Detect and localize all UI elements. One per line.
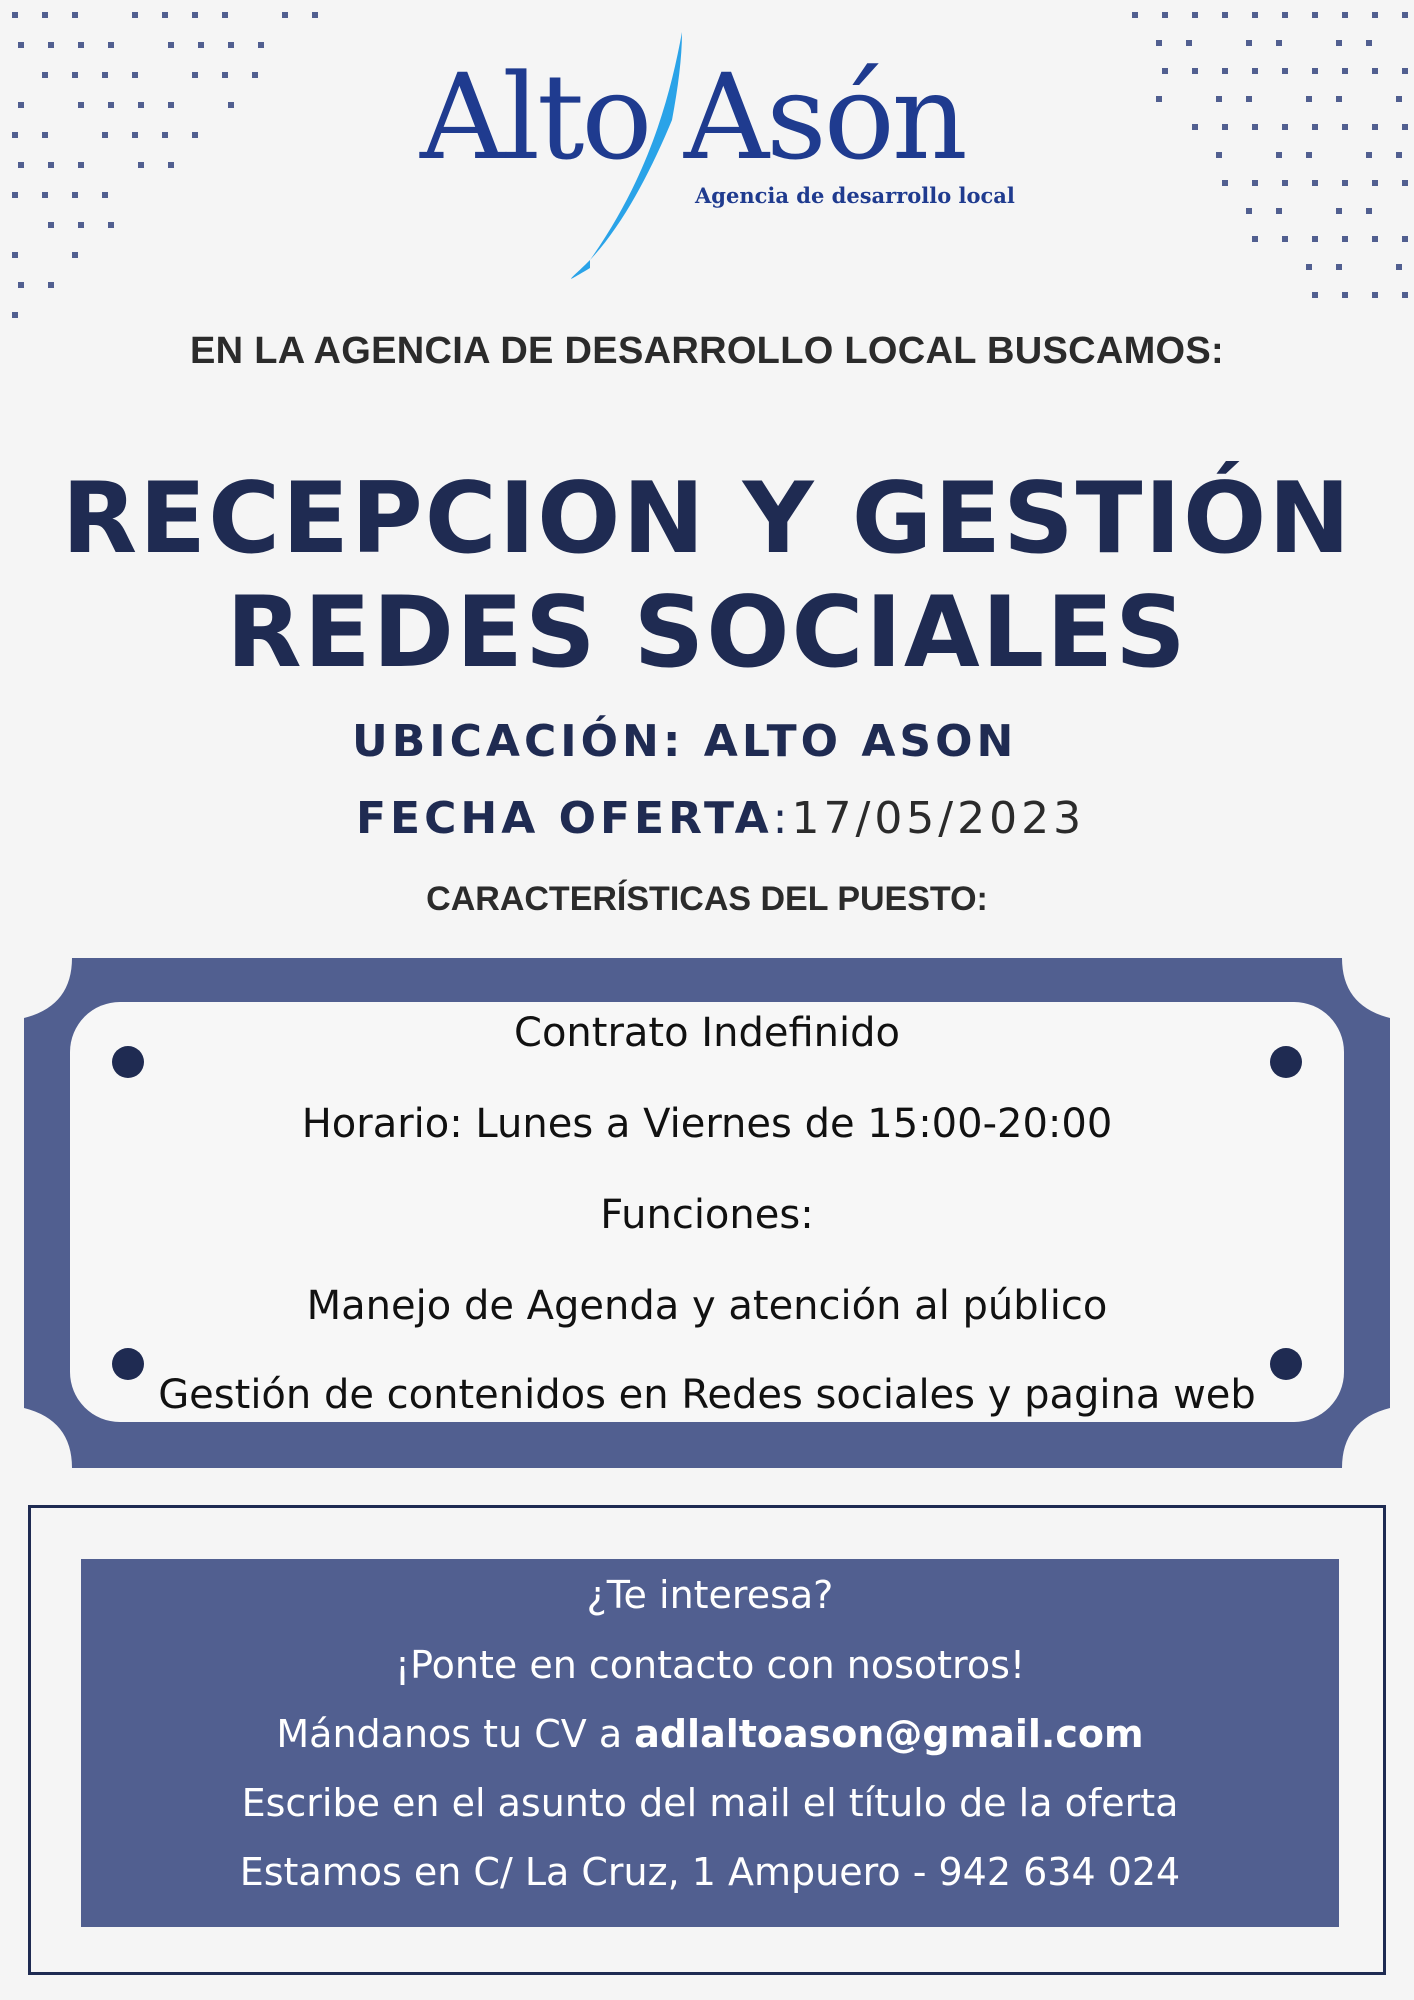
contact-box [28, 1505, 1386, 1975]
decorative-dot [1306, 152, 1312, 158]
decorative-dots-top-left [0, 0, 340, 340]
decorative-dot [1252, 68, 1258, 74]
decorative-dot [1402, 12, 1408, 18]
decorative-dot [42, 72, 48, 78]
decorative-dot [48, 162, 54, 168]
decorative-dot [1372, 236, 1378, 242]
decorative-dot [1336, 208, 1342, 214]
contact-address: Estamos en C/ La Cruz, 1 Ampuero - 942 634 024 [239, 1850, 1181, 1894]
decorative-dot [162, 132, 168, 138]
decorative-dot [1222, 124, 1228, 130]
decorative-dot [1342, 180, 1348, 186]
decorative-dot [1396, 152, 1402, 158]
decorative-dot [1342, 236, 1348, 242]
decorative-dot [42, 192, 48, 198]
decorative-dot [1252, 12, 1258, 18]
decorative-dot [1312, 292, 1318, 298]
decorative-dot [1276, 40, 1282, 46]
decorative-dot [1402, 180, 1408, 186]
decorative-dot [78, 222, 84, 228]
decorative-dot [252, 72, 258, 78]
decorative-dot [192, 132, 198, 138]
contact-cv-line [81, 1712, 1339, 1756]
decorative-dot [108, 102, 114, 108]
decorative-dot [18, 42, 24, 48]
decorative-dot [282, 12, 288, 18]
decorative-dot [1372, 180, 1378, 186]
decorative-dot [1312, 68, 1318, 74]
decorative-dot [1252, 124, 1258, 130]
decorative-dot [168, 162, 174, 168]
logo-subtitle: Agencia de desarrollo local [695, 183, 1015, 208]
decorative-dot [1162, 12, 1168, 18]
decorative-dot [1156, 96, 1162, 102]
decorative-dot [1372, 124, 1378, 130]
decorative-dot [102, 72, 108, 78]
decorative-dot [1342, 124, 1348, 130]
decorative-dot [1282, 236, 1288, 242]
decorative-dot [1312, 12, 1318, 18]
decorative-dot [48, 222, 54, 228]
decorative-dot [18, 162, 24, 168]
decorative-dot [198, 42, 204, 48]
decorative-dot [1132, 12, 1138, 18]
decorative-dot [42, 132, 48, 138]
offer-date-value: 17/05/2023 [791, 793, 1086, 844]
job-title [0, 462, 1414, 690]
feature-item: Manejo de Agenda y atención al público [306, 1283, 1108, 1329]
decorative-dot [18, 282, 24, 288]
decorative-dot [1366, 208, 1372, 214]
decorative-dot [1306, 264, 1312, 270]
decorative-dot [168, 42, 174, 48]
logo-name: Alto Asón [420, 48, 965, 186]
decorative-dot [1216, 152, 1222, 158]
decorative-dot [78, 42, 84, 48]
contact-subject-hint: Escribe en el asunto del mail el título de la oferta [241, 1781, 1179, 1825]
feature-item: Gestión de contenidos en Redes sociales y pagina web [158, 1372, 1256, 1418]
decorative-dot [1372, 12, 1378, 18]
decorative-dot [1372, 292, 1378, 298]
decorative-dots-top-right [1114, 0, 1414, 320]
decorative-dot [1246, 40, 1252, 46]
decorative-dot [1336, 40, 1342, 46]
contact-invite: ¡Ponte en contacto con nosotros! [394, 1643, 1026, 1687]
decorative-dot [228, 102, 234, 108]
decorative-dot [1342, 68, 1348, 74]
decorative-dot [1366, 152, 1372, 158]
decorative-dot [168, 102, 174, 108]
decorative-dot [1222, 68, 1228, 74]
decorative-dot [222, 12, 228, 18]
decorative-dot [132, 72, 138, 78]
features-heading: CARACTERÍSTICAS DEL PUESTO: [426, 880, 988, 918]
decorative-dot [1216, 96, 1222, 102]
decorative-dot [1402, 292, 1408, 298]
decorative-dot [1372, 68, 1378, 74]
decorative-dot [1252, 180, 1258, 186]
decorative-dot [1402, 236, 1408, 242]
decorative-dot [192, 72, 198, 78]
job-title-line-1: RECEPCION Y GESTIÓN [61, 462, 1353, 576]
contact-email-link[interactable]: adlaltoason@gmail.com [634, 1712, 1144, 1756]
decorative-dot [228, 42, 234, 48]
decorative-dot [1282, 12, 1288, 18]
decorative-dot [1186, 40, 1192, 46]
offer-date [356, 793, 1085, 844]
decorative-dot [1336, 96, 1342, 102]
decorative-dot [1402, 124, 1408, 130]
decorative-dot [108, 222, 114, 228]
decorative-dot [1282, 124, 1288, 130]
decorative-dot [162, 12, 168, 18]
decorative-dot [1246, 208, 1252, 214]
decorative-dot [48, 282, 54, 288]
features-frame [24, 958, 1390, 1468]
decorative-dot [138, 162, 144, 168]
decorative-dot [222, 72, 228, 78]
decorative-dot [1276, 208, 1282, 214]
decorative-dot [1312, 124, 1318, 130]
decorative-dot [102, 132, 108, 138]
offer-date-separator: : [772, 793, 792, 844]
decorative-dot [258, 42, 264, 48]
decorative-dot [1306, 96, 1312, 102]
contact-question: ¿Te interesa? [586, 1573, 834, 1617]
decorative-dot [1336, 264, 1342, 270]
decorative-dot [72, 252, 78, 258]
decorative-dot [1222, 180, 1228, 186]
offer-date-label: FECHA OFERTA [356, 793, 773, 844]
decorative-dot [1162, 68, 1168, 74]
decorative-dot [12, 132, 18, 138]
decorative-dot [1252, 236, 1258, 242]
decorative-dot [1192, 124, 1198, 130]
feature-item: Horario: Lunes a Viernes de 15:00-20:00 [301, 1101, 1113, 1147]
decorative-dot [138, 102, 144, 108]
decorative-dot [1282, 180, 1288, 186]
contact-cv-prefix: Mándanos tu CV a [276, 1712, 635, 1756]
decorative-dot [1246, 96, 1252, 102]
decorative-dot [78, 162, 84, 168]
decorative-dot [1276, 152, 1282, 158]
decorative-dot [1402, 68, 1408, 74]
decorative-dot [102, 192, 108, 198]
decorative-dot [1192, 68, 1198, 74]
decorative-dot [1312, 180, 1318, 186]
decorative-dot [108, 42, 114, 48]
feature-item: Contrato Indefinido [514, 1010, 900, 1056]
decorative-dot [1342, 12, 1348, 18]
decorative-dot [1366, 40, 1372, 46]
decorative-dot [1222, 12, 1228, 18]
decorative-dot [12, 252, 18, 258]
decorative-dot [48, 42, 54, 48]
decorative-dot [18, 102, 24, 108]
decorative-dot [1156, 40, 1162, 46]
decorative-dot [72, 12, 78, 18]
decorative-dot [1342, 292, 1348, 298]
decorative-dot [1192, 12, 1198, 18]
decorative-dot [72, 72, 78, 78]
decorative-dot [1396, 96, 1402, 102]
alto-ason-logo [420, 28, 1015, 298]
intro-heading: EN LA AGENCIA DE DESARROLLO LOCAL BUSCAMOS: [190, 330, 1224, 372]
decorative-dot [132, 132, 138, 138]
decorative-dot [132, 12, 138, 18]
location-text: UBICACIÓN: ALTO ASON [352, 716, 1018, 767]
decorative-dot [72, 192, 78, 198]
decorative-dot [192, 12, 198, 18]
decorative-dot [12, 192, 18, 198]
feature-item: Funciones: [600, 1192, 814, 1238]
decorative-dot [78, 102, 84, 108]
decorative-dot [1282, 68, 1288, 74]
contact-panel [81, 1559, 1339, 1927]
decorative-dot [1396, 264, 1402, 270]
decorative-dot [1312, 236, 1318, 242]
decorative-dot [12, 12, 18, 18]
job-title-line-2: REDES SOCIALES [226, 576, 1188, 690]
decorative-dot [312, 12, 318, 18]
decorative-dot [12, 312, 18, 318]
decorative-dot [42, 12, 48, 18]
